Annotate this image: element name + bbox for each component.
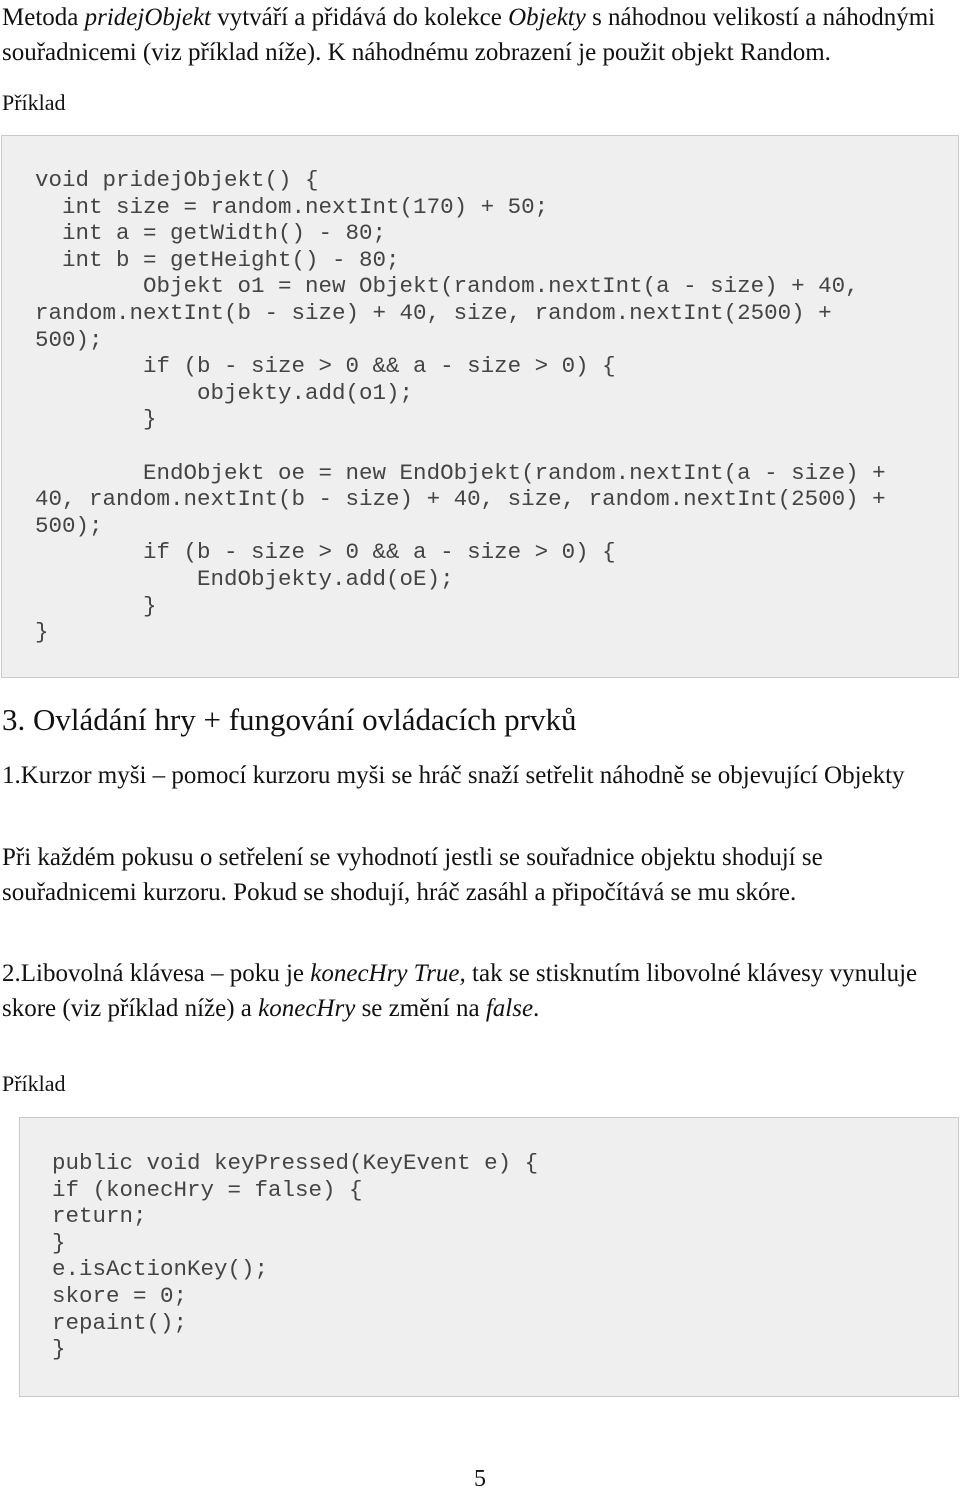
code-line: 500); (35, 512, 103, 539)
code-line: void pridejObjekt() { (35, 167, 319, 193)
code-line: return; (52, 1203, 147, 1230)
mouse-control-paragraph: 1.Kurzor myši – pomocí kurzoru myši se hráč snaží setřelit náhodně se objevující Objekty (2, 762, 905, 789)
code-line: } (35, 406, 157, 433)
code-line: EndObjekt oe = new EndObjekt(random.nextInt(a - size) + (35, 459, 886, 486)
key-control-paragraph: 2.Libovolná klávesa – poku je konecHry True, tak se stisknutím libovolné klávesy vynuluje skore (viz příklad níže) a konecHry se změní na false. (2, 960, 918, 1022)
code-line: objekty.add(o1); (35, 379, 414, 406)
code-line: 500); (35, 326, 103, 353)
code-line: random.nextInt(b - size) + 40, size, random.nextInt(2500) + (35, 299, 832, 326)
code-line: EndObjekty.add(oE); (35, 565, 454, 592)
code-listing (52, 1150, 538, 1363)
code-line: Objekt o1 = new Objekt(random.nextInt(a - size) + 40, (35, 273, 859, 300)
code-line (35, 433, 886, 460)
code-line: if (b - size > 0 && a - size > 0) { (35, 353, 616, 380)
intro-paragraph: Metoda pridejObjekt vytváří a přidává do kolekce Objekty s náhodnou velikostí a náhodnými souřadnicemi (viz příklad níže). K náhodnému zobrazení je použit objekt Random. (2, 4, 936, 66)
code-line: if (b - size > 0 && a - size > 0) { (35, 539, 616, 566)
hit-detection-paragraph: Při každém pokusu o setřelení se vyhodnotí jestli se souřadnice objektu shodují se souřadnicemi kurzoru. Pokud se shodují, hráč zasáhl a připočítává se mu skóre. (2, 844, 823, 906)
code-line: skore = 0; (52, 1282, 188, 1309)
example-label: Příklad (2, 90, 66, 115)
code-line: } (52, 1336, 66, 1363)
page-number: 5 (474, 1466, 486, 1492)
code-line: int size = random.nextInt(170) + 50; (35, 193, 549, 220)
example-label: Příklad (2, 1071, 66, 1096)
code-line: int b = getHeight() - 80; (35, 246, 400, 273)
code-line: } (35, 619, 49, 646)
section-heading: 3. Ovládání hry + fungování ovládacích prvků (2, 702, 577, 737)
code-line: int a = getWidth() - 80; (35, 220, 387, 247)
code-line: } (52, 1229, 66, 1256)
code-line: } (35, 592, 157, 619)
code-line: if (konecHry = false) { (52, 1176, 363, 1203)
code-listing (35, 167, 886, 646)
code-line: repaint(); (52, 1309, 188, 1336)
code-line: e.isActionKey(); (52, 1256, 269, 1283)
code-line: public void keyPressed(KeyEvent e) { (52, 1150, 539, 1176)
code-line: 40, random.nextInt(b - size) + 40, size, random.nextInt(2500) + (35, 486, 886, 513)
